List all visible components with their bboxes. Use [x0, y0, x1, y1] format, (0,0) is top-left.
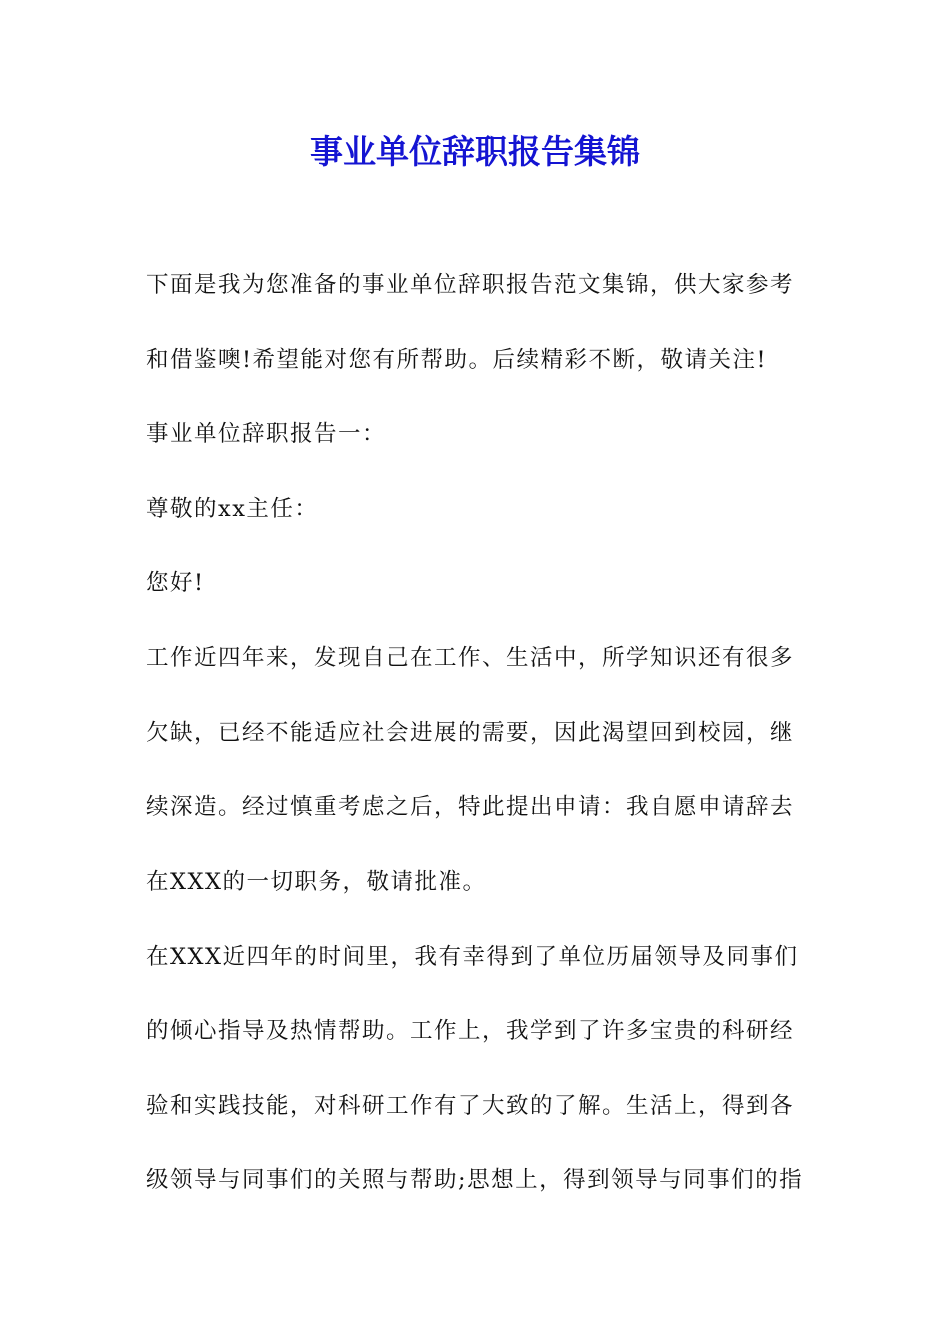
- paragraph-2-line-3: 验和实践技能，对科研工作有了大致的了解。生活上，得到各: [146, 1093, 795, 1119]
- salutation: 尊敬的xx主任：: [146, 496, 319, 522]
- paragraph-1-line-1: 工作近四年来，发现自己在工作、生活中，所学知识还有很多: [146, 645, 795, 671]
- document-title: 事业单位辞职报告集锦: [310, 132, 640, 171]
- section-heading: 事业单位辞职报告一：: [146, 421, 387, 447]
- paragraph-2-line-2: 的倾心指导及热情帮助。工作上，我学到了许多宝贵的科研经: [146, 1018, 795, 1044]
- paragraph-2-line-4: 级领导与同事们的关照与帮助;思想上，得到领导与同事们的指: [146, 1167, 804, 1193]
- paragraph-1-line-4: 在XXX的一切职务，敬请批准。: [146, 869, 487, 895]
- greeting: 您好!: [146, 570, 205, 596]
- paragraph-2-line-1: 在XXX近四年的时间里，我有幸得到了单位历届领导及同事们: [146, 944, 799, 970]
- paragraph-1-line-3: 续深造。经过慎重考虑之后，特此提出申请：我自愿申请辞去: [146, 794, 795, 820]
- intro-line-1: 下面是我为您准备的事业单位辞职报告范文集锦，供大家参考: [146, 272, 795, 298]
- intro-line-2: 和借鉴噢!希望能对您有所帮助。后续精彩不断，敬请关注!: [146, 347, 768, 373]
- paragraph-1-line-2: 欠缺，已经不能适应社会进展的需要，因此渴望回到校园，继: [146, 720, 795, 746]
